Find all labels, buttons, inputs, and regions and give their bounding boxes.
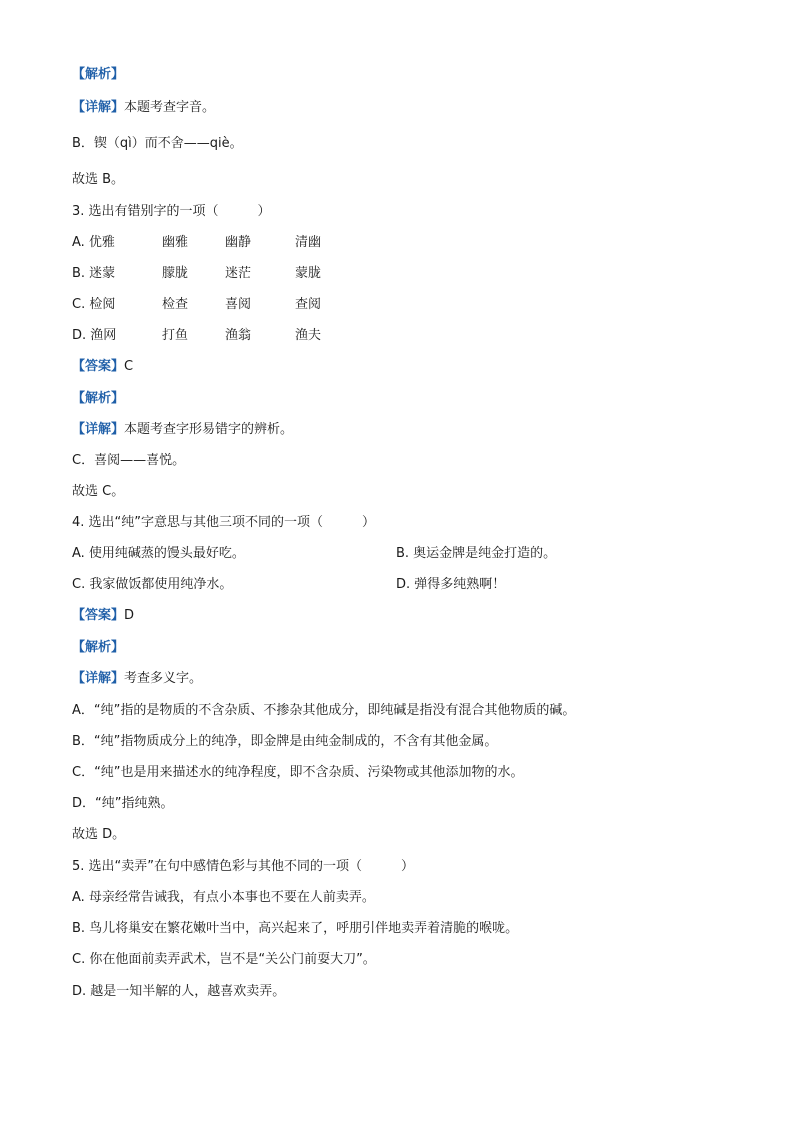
q4-explain-b: B．“纯”指物质成分上的纯净，即金牌是由纯金制成的，不含有其他金属。	[72, 734, 498, 749]
q4-option-d: D. 弹得多纯熟啊！	[396, 577, 506, 592]
q3-conclusion: 故选 C。	[72, 484, 125, 499]
q4-options-row-1	[72, 545, 752, 563]
option-word: 查阅	[295, 297, 322, 312]
q3-analysis-heading	[72, 390, 124, 408]
q4-answer	[72, 607, 134, 625]
q3-option-c	[72, 296, 752, 314]
option-word: 迷茫	[225, 266, 252, 281]
option-word: 打鱼	[162, 328, 189, 343]
option-word: 检查	[162, 297, 189, 312]
answer-tag: 【答案】	[72, 359, 125, 374]
analysis-heading	[72, 66, 124, 84]
detail-tag: 【详解】	[72, 100, 125, 115]
option-word: 蒙胧	[295, 266, 322, 281]
q3-option-d	[72, 327, 752, 345]
explanation-b: B．锲（qì）而不舍——qiè。	[72, 136, 243, 151]
question-4: 4. 选出“纯”字意思与其他三项不同的一项（ ）	[72, 515, 376, 530]
option-word: B. 迷蒙	[72, 266, 116, 281]
q4-analysis-heading	[72, 639, 124, 657]
q3-option-b	[72, 265, 752, 283]
q4-options-row-2	[72, 576, 752, 594]
q4-option-c: C. 我家做饭都使用纯净水。	[72, 577, 233, 592]
detail-text: 考查多义字。	[124, 671, 203, 686]
question-5: 5. 选出“卖弄”在句中感情色彩与其他不同的一项（ ）	[72, 859, 415, 874]
q3-answer	[72, 358, 133, 376]
q4-explain-c: C．“纯”也是用来描述水的纯净程度，即不含杂质、污染物或其他添加物的水。	[72, 765, 524, 780]
detail-tag: 【详解】	[72, 671, 125, 686]
q5-option-a: A. 母亲经常告诫我，有点小本事也不要在人前卖弄。	[72, 890, 375, 905]
detail-text: 本题考查字音。	[124, 100, 216, 115]
q5-option-c: C. 你在他面前卖弄武术，岂不是“关公门前耍大刀”。	[72, 952, 376, 967]
option-word: C. 检阅	[72, 297, 116, 312]
option-word: 渔夫	[295, 328, 322, 343]
q4-detail-line	[72, 670, 202, 688]
option-word: 幽雅	[162, 235, 189, 250]
q4-conclusion: 故选 D。	[72, 827, 126, 842]
option-word: 喜阅	[225, 297, 252, 312]
option-word: 朦胧	[162, 266, 189, 281]
q3-explanation-c: C．喜阅——喜悦。	[72, 453, 186, 468]
question-3: 3. 选出有错别字的一项（ ）	[72, 204, 271, 219]
answer-value: C	[124, 359, 134, 374]
option-word: D. 渔网	[72, 328, 117, 343]
q4-option-a: A. 使用纯碱蒸的馒头最好吃。	[72, 546, 245, 561]
option-word: A. 优雅	[72, 235, 115, 250]
analysis-tag: 【解析】	[72, 391, 125, 406]
analysis-tag: 【解析】	[72, 640, 125, 655]
option-word: 幽静	[225, 235, 252, 250]
answer-tag: 【答案】	[72, 608, 125, 623]
detail-line	[72, 99, 215, 117]
q4-option-b: B. 奥运金牌是纯金打造的。	[396, 546, 557, 561]
q4-explain-a: A．“纯”指的是物质的不含杂质、不掺杂其他成分，即纯碱是指没有混合其他物质的碱。	[72, 703, 576, 718]
option-word: 清幽	[295, 235, 322, 250]
analysis-tag: 【解析】	[72, 67, 125, 82]
q5-option-b: B. 鸟儿将巢安在繁花嫩叶当中，高兴起来了，呼朋引伴地卖弄着清脆的喉咙。	[72, 921, 519, 936]
option-word: 渔翁	[225, 328, 252, 343]
q4-explain-d: D．“纯”指纯熟。	[72, 796, 174, 811]
q3-detail-line	[72, 421, 293, 439]
conclusion: 故选 B。	[72, 172, 125, 187]
answer-value: D	[124, 608, 135, 623]
q5-option-d: D. 越是一知半解的人，越喜欢卖弄。	[72, 984, 286, 999]
detail-tag: 【详解】	[72, 422, 125, 437]
detail-text: 本题考查字形易错字的辨析。	[124, 422, 294, 437]
q3-option-a	[72, 234, 752, 252]
